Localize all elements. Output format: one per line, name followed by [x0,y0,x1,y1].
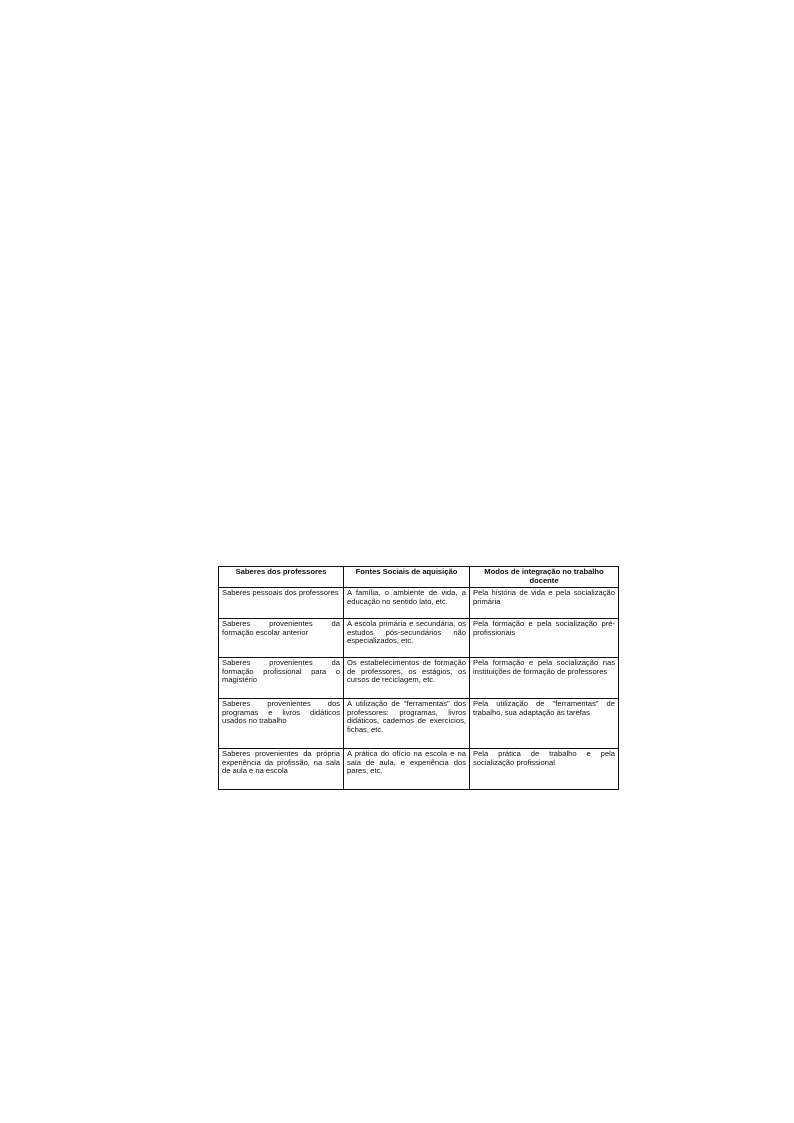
cell-modo: Pela prática de trabalho e pela socialização profissional [470,749,619,790]
cell-fonte: Os estabelecimentos de formação de professores, os estágios, os cursos de reciclagem, etc. [344,658,470,699]
header-fontes-sociais: Fontes Sociais de aquisição [344,567,470,588]
header-saberes: Saberes dos professores [219,567,344,588]
cell-modo: Pela formação e pela socialização pré-profissionais [470,619,619,658]
header-modos-integracao: Modos de integração no trabalho docente [470,567,619,588]
table-row [219,658,619,699]
table-row [219,619,619,658]
saberes-table [218,566,619,790]
cell-saber: Saberes provenientes da formação profissional para o magistério [219,658,344,699]
cell-fonte: A utilização de "ferramentas" dos professores: programas, livros didáticos, cadernos de exercícios, fichas, etc. [344,699,470,749]
table-row [219,749,619,790]
table-row [219,588,619,619]
cell-fonte: A família, o ambiente de vida, a educação no sentido lato, etc. [344,588,470,619]
cell-saber: Saberes provenientes da formação escolar anterior [219,619,344,658]
cell-fonte: A escola primária e secundária, os estudos pós-secundários não especializados, etc. [344,619,470,658]
cell-saber: Saberes provenientes dos programas e livros didáticos usados no trabalho [219,699,344,749]
cell-saber: Saberes pessoais dos professores [219,588,344,619]
cell-fonte: A prática do ofício na escola e na sala de aula, e experiência dos pares, etc. [344,749,470,790]
table-header-row [219,567,619,588]
cell-modo: Pela história de vida e pela socialização primária [470,588,619,619]
cell-modo: Pela formação e pela socialização nas instituições de formação de professores [470,658,619,699]
cell-saber: Saberes provenientes da própria experiência da profissão, na sala de aula e na escola [219,749,344,790]
cell-modo: Pela utilização de "ferramentas" de trabalho, sua adaptação às tarefas [470,699,619,749]
table-row [219,699,619,749]
